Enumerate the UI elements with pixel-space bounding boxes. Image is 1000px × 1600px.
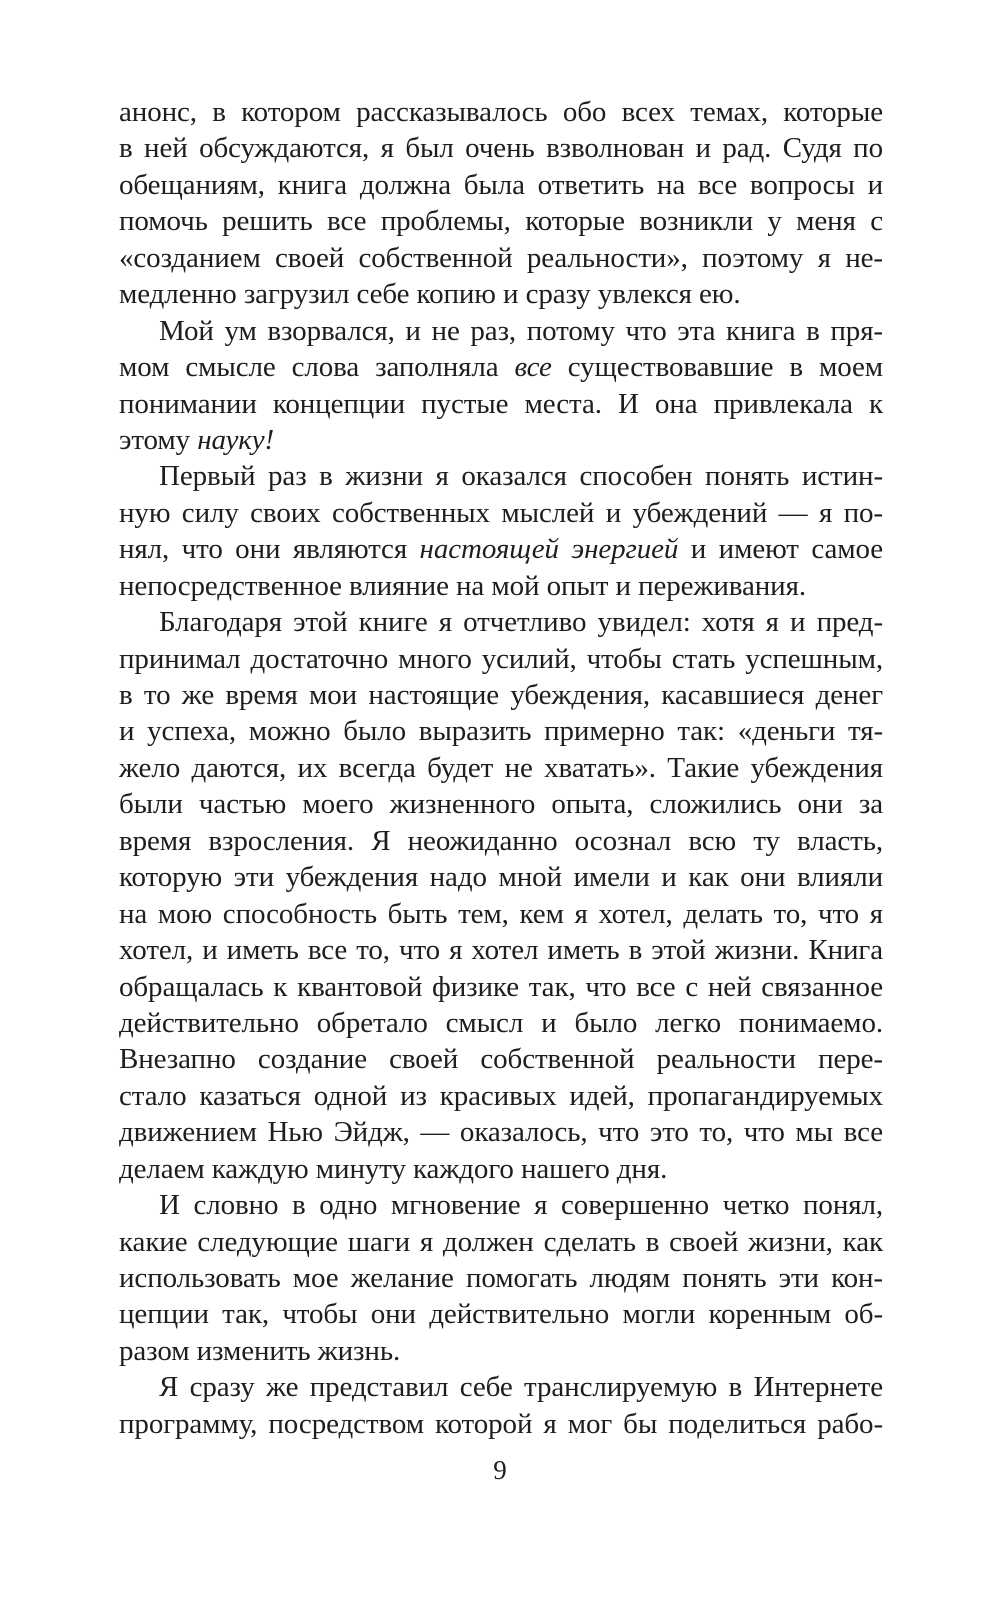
text-line: цепции так, чтобы они действительно могли коренным об- bbox=[119, 1298, 883, 1331]
text-line: Мой ум взорвался, и не раз, потому что эта книга в пря- bbox=[159, 314, 883, 347]
text-line: программу, посредством которой я мог бы поделиться рабо- bbox=[119, 1407, 883, 1440]
text-line: обращалась к квантовой физике так, что все с ней связанное bbox=[119, 970, 883, 1003]
text-line: жело даются, их всегда будет не хватать». Такие убеждения bbox=[119, 751, 883, 784]
text-line: хотел, и иметь все то, что я хотел иметь в этой жизни. Книга bbox=[119, 934, 883, 967]
text-line: на мою способность быть тем, кем я хотел, делать то, что я bbox=[119, 897, 883, 930]
text-segment: существовавшие в моем bbox=[551, 351, 884, 384]
text-segment: нял, что они являются bbox=[119, 533, 420, 566]
text-line bbox=[119, 349, 883, 385]
text-line: ную силу своих собственных мыслей и убеждений — я по- bbox=[119, 496, 883, 529]
text-line: использовать мое желание помогать людям понять эти кон- bbox=[119, 1262, 883, 1294]
text-line: в то же время мои настоящие убеждения, касавшиеся денег bbox=[119, 679, 883, 711]
text-line bbox=[119, 422, 883, 458]
text-line: анонс, в котором рассказывалось обо всех темах, которые bbox=[119, 96, 883, 128]
text-line bbox=[119, 531, 883, 567]
text-segment: мом смысле слова заполняла bbox=[119, 351, 515, 384]
italic-emphasis: науку! bbox=[197, 423, 275, 456]
text-line: в ней обсуждаются, я был очень взволнован и рад. Судя по bbox=[119, 132, 883, 165]
text-line: обещаниям, книга должна была ответить на все вопросы и bbox=[119, 168, 883, 201]
text-line: принимал достаточно много усилий, чтобы стать успешным, bbox=[119, 642, 883, 675]
body-text bbox=[119, 94, 883, 1442]
text-line: «созданием своей собственной реальности», поэтому я не- bbox=[119, 241, 883, 274]
italic-emphasis: настоящей энергией bbox=[419, 533, 679, 566]
text-segment: этому bbox=[119, 423, 198, 456]
italic-emphasis: все bbox=[514, 351, 552, 384]
text-line: стало казаться одной из красивых идей, пропагандируемых bbox=[119, 1079, 883, 1112]
text-line: И словно в одно мгновение я совершенно четко понял, bbox=[159, 1189, 883, 1222]
text-line: движением Нью Эйдж, — оказалось, что это то, что мы все bbox=[119, 1116, 883, 1149]
text-line: делаем каждую минуту каждого нашего дня. bbox=[119, 1152, 668, 1185]
text-line: Внезапно создание своей собственной реальности пере- bbox=[119, 1043, 883, 1076]
text-line: и успеха, можно было выразить примерно так: «деньги тя- bbox=[119, 715, 883, 748]
text-line: были частью моего жизненного опыта, сложились они за bbox=[119, 788, 883, 821]
text-segment: и имеют самое bbox=[678, 533, 883, 566]
text-line: непосредственное влияние на мой опыт и переживания. bbox=[119, 569, 806, 602]
text-line: время взросления. Я неожиданно осознал всю ту власть, bbox=[119, 824, 883, 857]
page-number: 9 bbox=[493, 1455, 507, 1485]
text-line: медленно загрузил себе копию и сразу увлекся ею. bbox=[119, 278, 741, 311]
text-line: которую эти убеждения надо мной имели и как они влияли bbox=[119, 861, 883, 894]
text-line: разом изменить жизнь. bbox=[119, 1334, 401, 1367]
text-line: помочь решить все проблемы, которые возникли у меня с bbox=[119, 205, 883, 238]
text-line: действительно обретало смысл и было легко понимаемо. bbox=[119, 1006, 883, 1039]
text-line: какие следующие шаги я должен сделать в своей жизни, как bbox=[119, 1225, 883, 1258]
text-line: Я сразу же представил себе транслируемую в Интернете bbox=[159, 1371, 883, 1404]
text-line: понимании концепции пустые места. И она привлекала к bbox=[119, 387, 883, 420]
text-line: Первый раз в жизни я оказался способен понять истин- bbox=[159, 460, 883, 493]
text-line: Благодаря этой книге я отчетливо увидел: хотя я и пред- bbox=[159, 606, 883, 639]
